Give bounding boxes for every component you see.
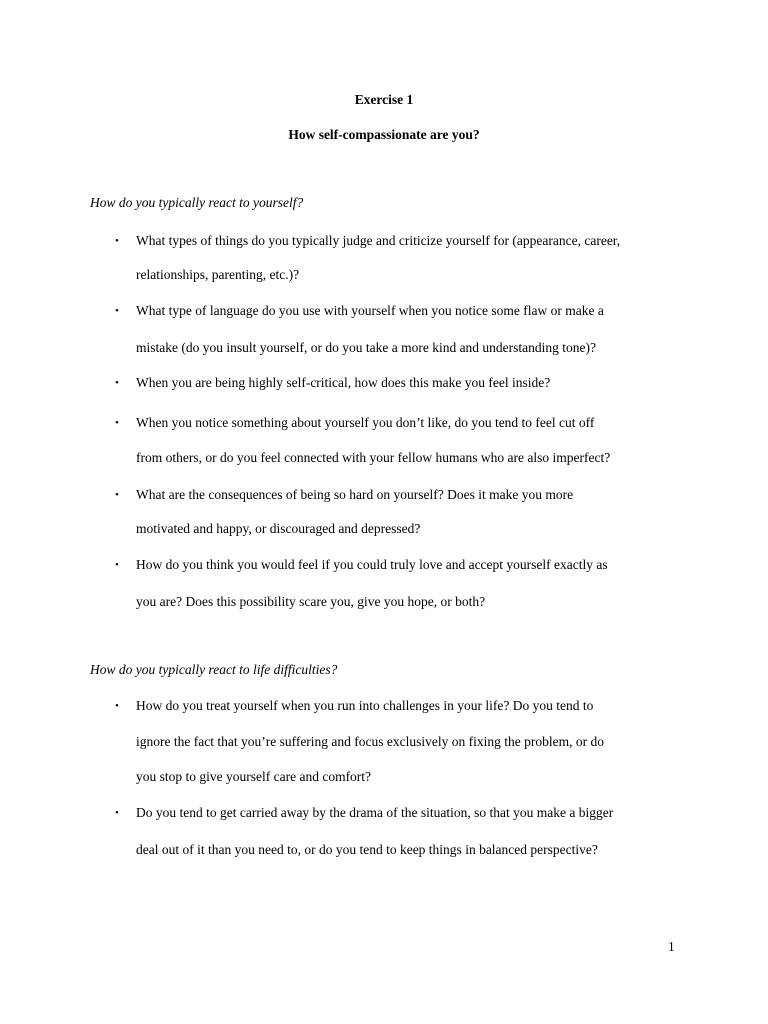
- list-item-line: relationships, parenting, etc.)?: [136, 267, 300, 282]
- list-item-line: What type of language do you use with yourself when you notice some flaw or make a: [136, 303, 604, 318]
- list-item-line: you stop to give yourself care and comfort?: [136, 769, 372, 784]
- section-heading-react-to-yourself: How do you typically react to yourself?: [90, 195, 304, 210]
- list-item-line: mistake (do you insult yourself, or do you take a more kind and understanding tone)?: [136, 340, 597, 355]
- list-item-line: deal out of it than you need to, or do you tend to keep things in balanced perspective?: [136, 842, 598, 857]
- list-item-line: Do you tend to get carried away by the drama of the situation, so that you make a bigger: [136, 805, 614, 820]
- list-item-line: What are the consequences of being so hard on yourself? Does it make you more: [136, 487, 574, 502]
- list-item-line: from others, or do you feel connected with your fellow humans who are also imperfect?: [136, 450, 611, 465]
- bullet-icon: •: [115, 377, 119, 389]
- list-item-line: ignore the fact that you’re suffering and focus exclusively on fixing the problem, or do: [136, 734, 604, 749]
- bullet-icon: •: [115, 559, 119, 571]
- bullet-icon: •: [115, 489, 119, 501]
- list-item-line: When you notice something about yourself you don’t like, do you tend to feel cut off: [136, 415, 595, 430]
- page-number: 1: [668, 939, 675, 954]
- bullet-icon: •: [115, 417, 119, 429]
- list-item-line: motivated and happy, or discouraged and depressed?: [136, 521, 421, 536]
- list-item-line: When you are being highly self-critical, how does this make you feel inside?: [136, 375, 551, 390]
- bullet-icon: •: [115, 700, 119, 712]
- list-item-line: How do you think you would feel if you could truly love and accept yourself exactly as: [136, 557, 608, 572]
- document-title: Exercise 1: [354, 92, 414, 107]
- section-heading-react-to-life-difficulties: How do you typically react to life difficulties?: [90, 662, 338, 677]
- bullet-icon: •: [115, 305, 119, 317]
- list-item-line: you are? Does this possibility scare you, give you hope, or both?: [136, 594, 486, 609]
- list-item-line: How do you treat yourself when you run into challenges in your life? Do you tend to: [136, 698, 594, 713]
- document-subtitle: How self-compassionate are you?: [288, 127, 480, 142]
- bullet-icon: •: [115, 235, 119, 247]
- bullet-icon: •: [115, 807, 119, 819]
- list-item-line: What types of things do you typically judge and criticize yourself for (appearance, career,: [136, 233, 621, 248]
